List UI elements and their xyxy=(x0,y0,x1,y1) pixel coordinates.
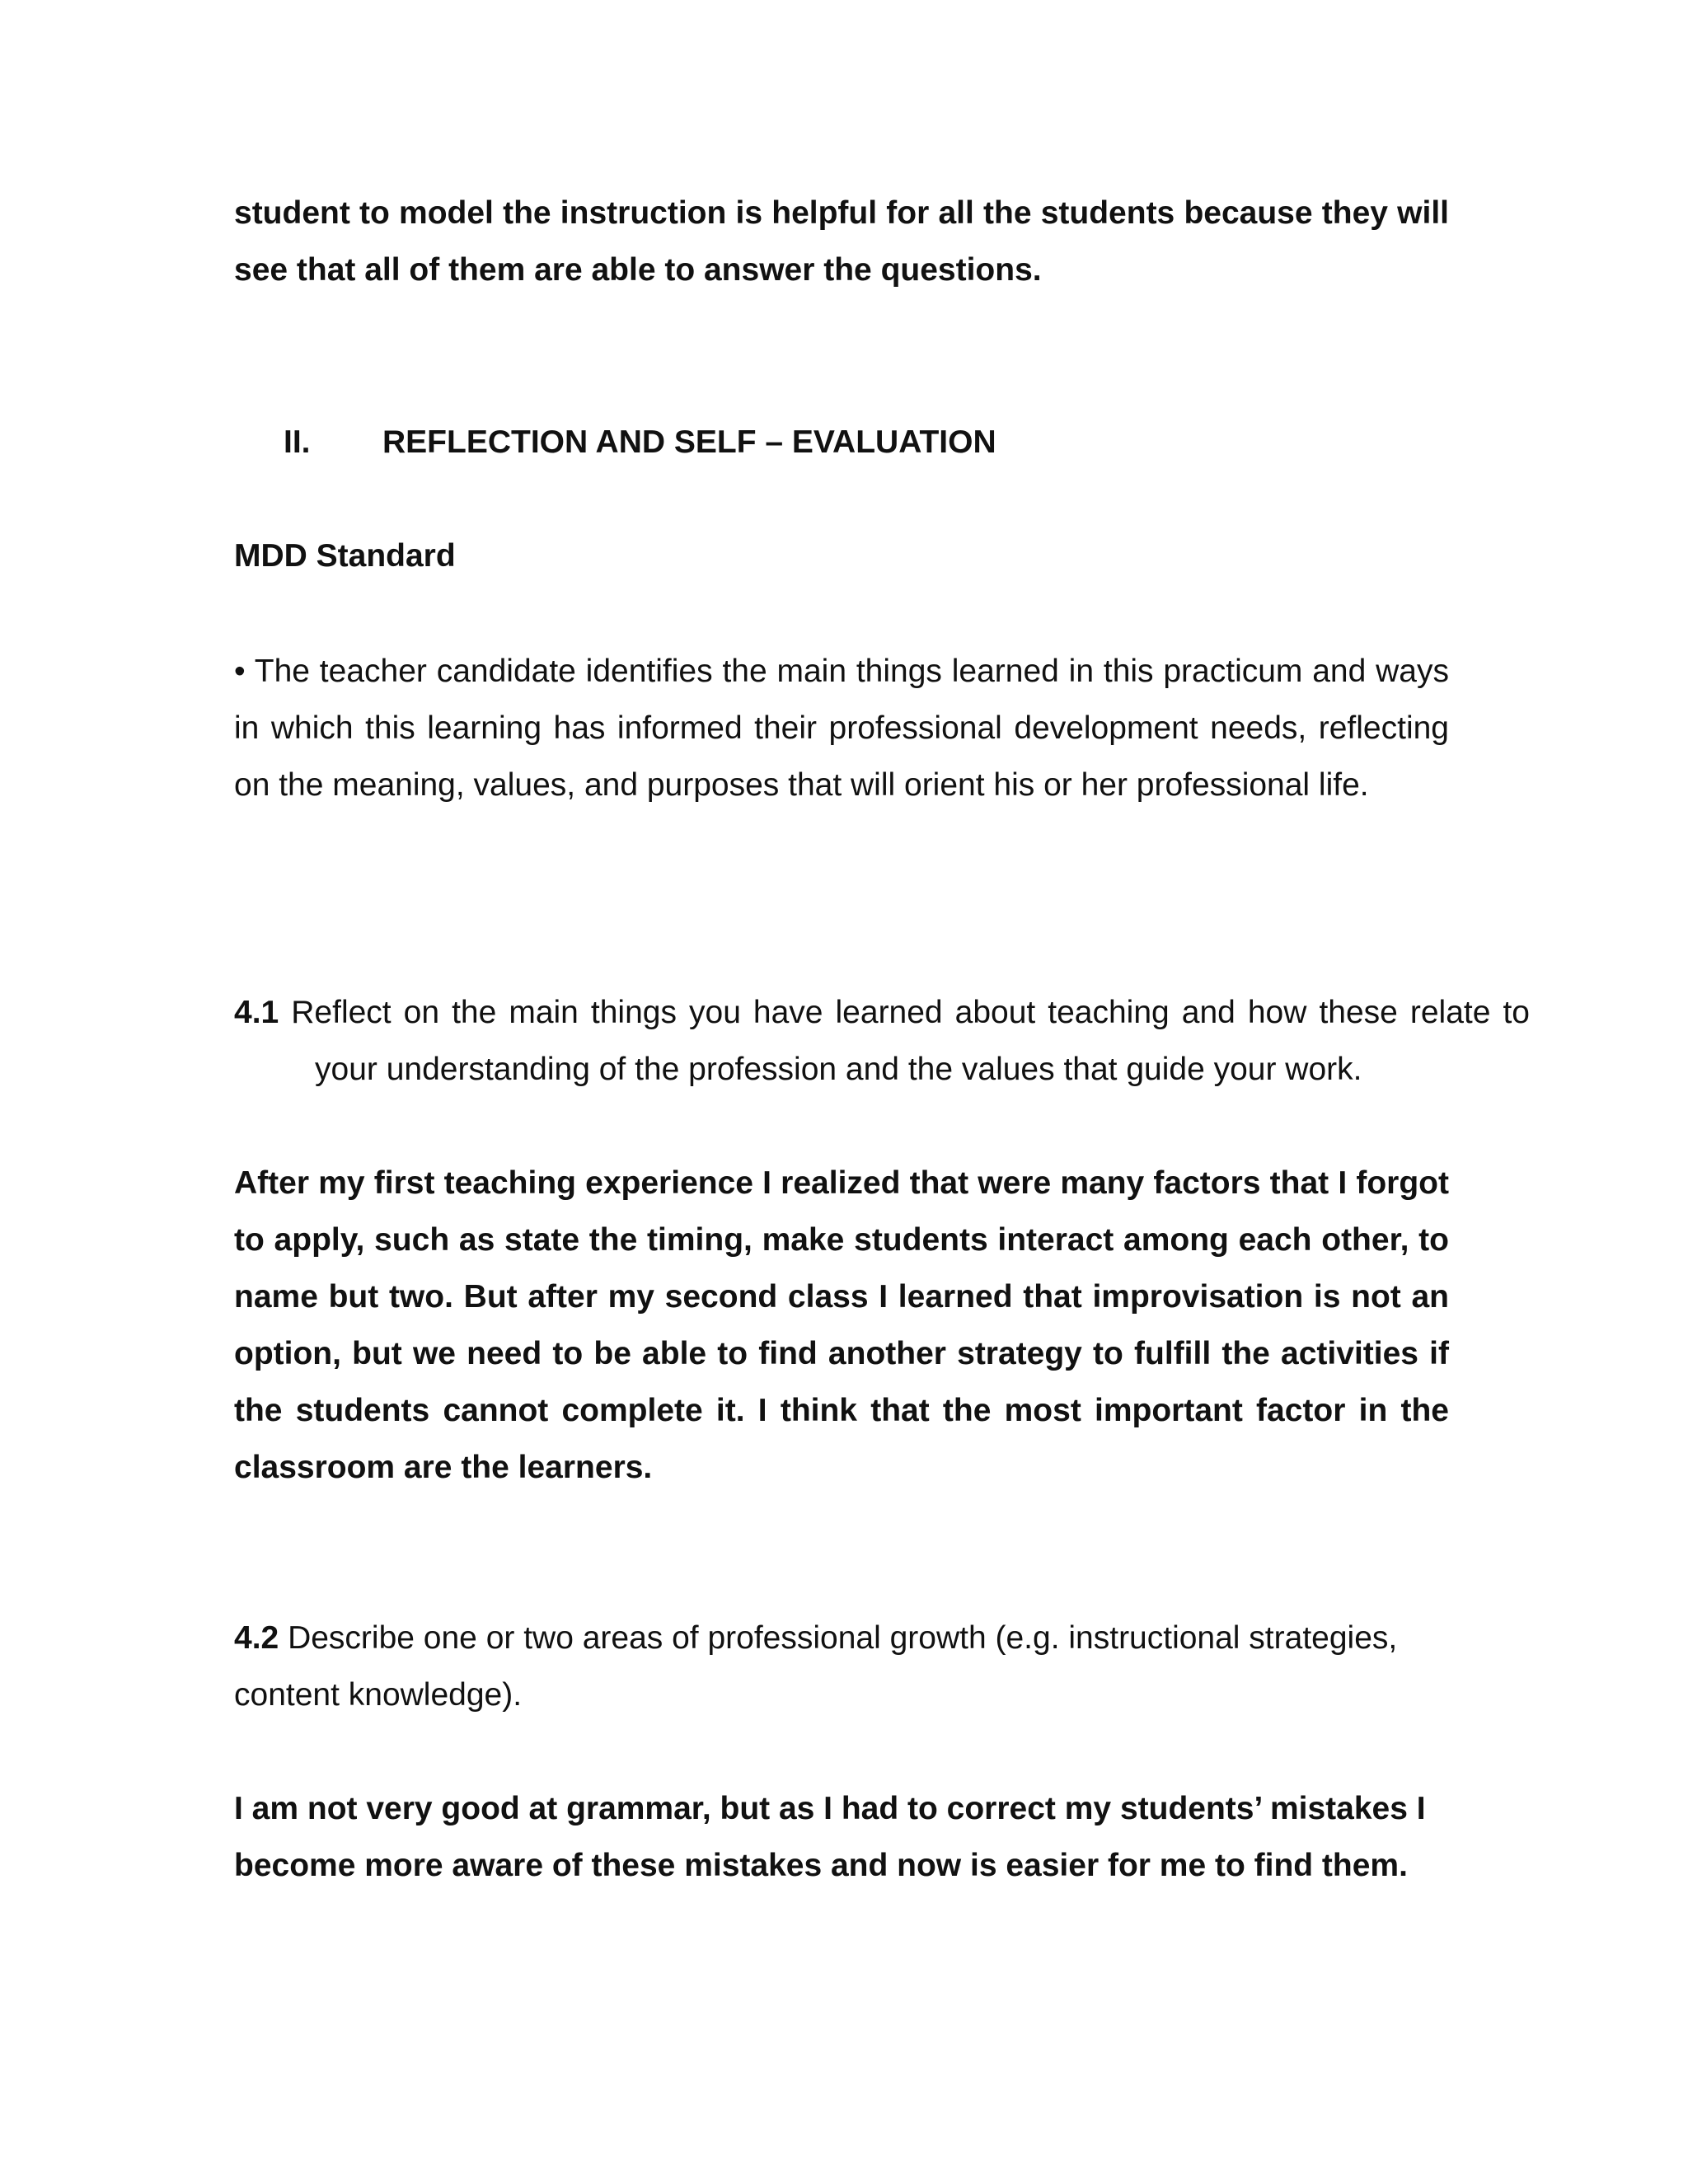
question-4-2-text: Describe one or two areas of professional growth (e.g. instructional strategies, content knowledge). xyxy=(234,1620,1398,1713)
standard-description: • The teacher candidate identifies the main things learned in this practicum and ways in which this learning has informed their professional development needs, reflecting on the meaning, values, and purposes that will orient his or her professional life. xyxy=(234,654,1449,803)
section-number: II. xyxy=(284,424,311,460)
section-title: REFLECTION AND SELF – EVALUATION xyxy=(382,424,996,460)
question-4-1-number: 4.1 xyxy=(234,995,279,1030)
standard-title: MDD Standard xyxy=(234,538,456,574)
answer-4-2: I am not very good at grammar, but as I had to correct my students’ mistakes I become more aware of these mistakes and now is easier for me to find them. xyxy=(234,1791,1426,1883)
question-4-1 xyxy=(234,984,1530,1098)
answer-4-1: After my first teaching experience I realized that were many factors that I forgot to apply, such as state the timing, make students interact among each other, to name but two. But after my second class I learned that improvisation is not an option, but we need to be able to find another strategy to fulfill the activities if the students cannot complete it. I think that the most important factor in the classroom are the learners. xyxy=(234,1165,1449,1485)
question-4-2-number: 4.2 xyxy=(234,1620,279,1656)
section-heading xyxy=(284,414,1449,471)
question-4-1-text: Reflect on the main things you have learned about teaching and how these relate to your understanding of the profession and the values that guide your work. xyxy=(291,995,1530,1087)
question-4-2 xyxy=(234,1610,1449,1723)
continuation-paragraph: student to model the instruction is helpful for all the students because they will see that all of them are able to answer the questions. xyxy=(234,195,1449,288)
